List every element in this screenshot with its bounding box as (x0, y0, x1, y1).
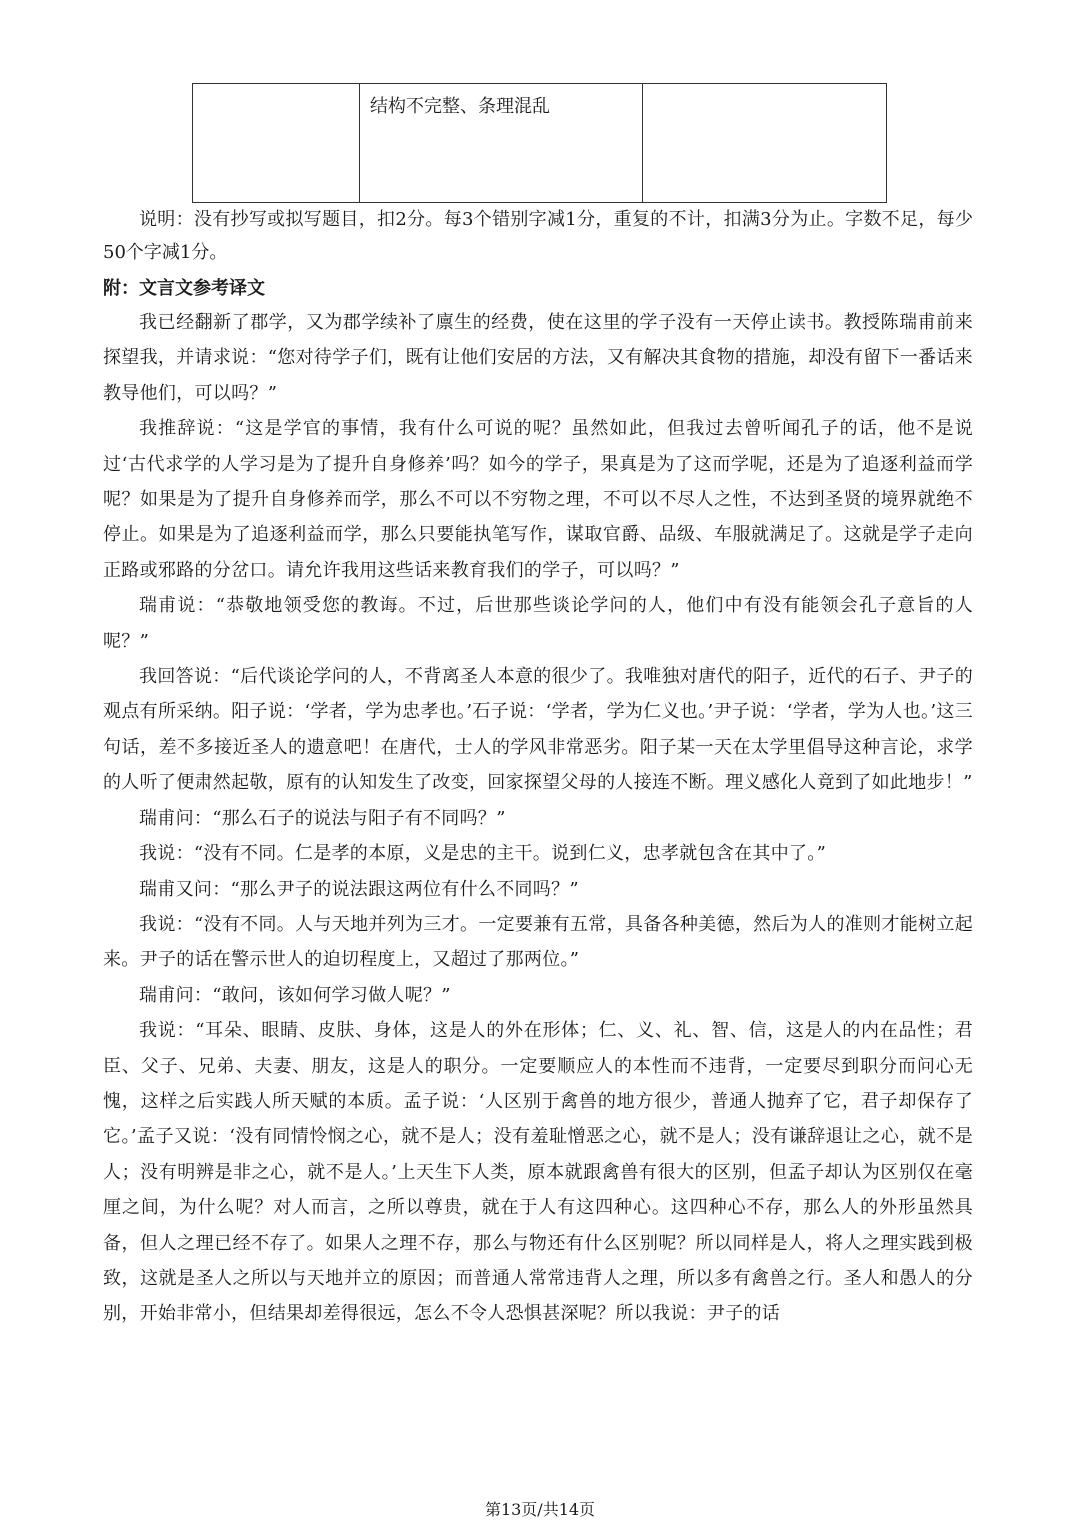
paragraph: 我推辞说：“这是学官的事情，我有什么可说的呢？虽然如此，但我过去曾听闻孔子的话，他不是说过‘古代求学的人学习是为了提升自身修养’吗？如今的学子，果真是为了这而学呢，还是为了追逐利益而学呢？如果是为了提升自身修养而学，那么不可以不穷物之理，不可以不尽人之性，不达到圣贤的境界就绝不停止。如果是为了追逐利益而学，那么只要能执笔写作，谋取官爵、品级、车服就满足了。这就是学子走向正路或邪路的分岔口。请允许我用这些话来教育我们的学子，可以吗？” (103, 418, 973, 581)
paragraph: 我说：“没有不同。人与天地并列为三才。一定要兼有五常，具备各种美德，然后为人的准则才能树立起来。尹子的话在警示世人的迫切程度上，又超过了那两位。” (103, 913, 973, 971)
table-cell: 结构不完整、条理混乱 (360, 84, 643, 203)
appendix-title: 附：文言文参考译文 (103, 278, 265, 299)
table-cell (193, 84, 360, 203)
paragraph: 瑞甫说：“恭敬地领受您的教诲。不过，后世那些谈论学问的人，他们中有没有能领会孔子意旨的人呢？” (103, 595, 973, 652)
page-number: 第13页/共14页 (484, 1500, 596, 1519)
paragraph: 瑞甫问：“敢问，该如何学习做人呢？” (139, 984, 451, 1006)
document-body (103, 203, 973, 1332)
table-cell (643, 84, 887, 203)
paragraph: 我已经翻新了郡学，又为郡学续补了廪生的经费，使在这里的学子没有一天停止读书。教授陈瑞甫前来探望我，并请求说：“您对待学子们，既有让他们安居的方法，又有解决其食物的措施，却没有留下一番话来教导他们，可以吗？” (103, 312, 973, 404)
paragraph: 我说：“没有不同。仁是孝的本原，义是忠的主干。说到仁义，忠孝就包含在其中了。” (139, 843, 827, 865)
scoring-note: 说明：没有抄写或拟写题目，扣2分。每3个错别字减1分，重复的不计，扣满3分为止。字数不足，每少50个字减1分。 (103, 209, 973, 263)
translation-text (103, 305, 973, 1332)
paragraph: 我说：“耳朵、眼睛、皮肤、身体，这是人的外在形体；仁、义、礼、智、信，这是人的内在品性；君臣、父子、兄弟、夫妻、朋友，这是人的职分。一定要顺应人的本性而不违背，一定要尽到职分而问心无愧，这样之后实践人所天赋的本质。孟子说：‘人区别于禽兽的地方很少，普通人抛弃了它，君子却保存了它。’孟子又说：‘没有同情怜悯之心，就不是人；没有羞耻憎恶之心，就不是人；没有谦辞退让之心，就不是人；没有明辨是非之心，就不是人。’上天生下人类，原本就跟禽兽有很大的区别，但孟子却认为区别仅在毫厘之间，为什么呢？对人而言，之所以尊贵，就在于人有这四种心。这四种心不存，那么人的外形虽然具备，但人之理已经不存了。如果人之理不存，那么与物还有什么区别呢？所以同样是人，将人之理实践到极致，这就是圣人之所以与天地并立的原因；而普通人常常违背人之理，所以多有禽兽之行。圣人和愚人的分别，开始非常小，但结果却差得很远，怎么不令人恐惧甚深呢？所以我说：尹子的话 (103, 1020, 973, 1325)
table-row (193, 84, 887, 203)
paragraph: 瑞甫又问：“那么尹子的说法跟这两位有什么不同吗？” (139, 878, 579, 900)
scoring-table (192, 83, 887, 203)
paragraph: 我回答说：“后代谈论学问的人，不背离圣人本意的很少了。我唯独对唐代的阳子，近代的石子、尹子的观点有所采纳。阳子说：‘学者，学为忠孝也。’石子说：‘学者，学为仁义也。’尹子说：‘学者，学为人也。’这三句话，差不多接近圣人的遗意吧！在唐代，士人的学风非常恶劣。阳子某一天在太学里倡导这种言论，求学的人听了便肃然起敬，原有的认知发生了改变，回家探望父母的人接连不断。理义感化人竟到了如此地步！” (103, 666, 973, 794)
paragraph: 瑞甫问：“那么石子的说法与阳子有不同吗？” (139, 807, 506, 829)
